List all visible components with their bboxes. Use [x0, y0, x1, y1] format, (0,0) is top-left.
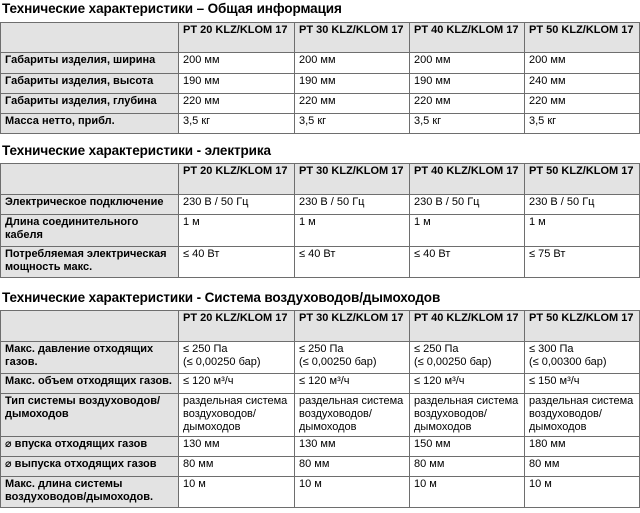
cell-value: 180 мм [525, 437, 640, 457]
model-header: PT 40 KLZ/KLOM 17 [410, 164, 525, 195]
table-header-row [1, 164, 640, 195]
table-row [1, 94, 640, 114]
cell-value: 1 м [525, 215, 640, 247]
section-title-flue-system: Технические характеристики - Система воздуховодов/дымоходов [2, 290, 441, 305]
model-header: PT 20 KLZ/KLOM 17 [179, 23, 295, 53]
model-header: PT 50 KLZ/KLOM 17 [525, 23, 640, 53]
cell-value: 10 м [295, 477, 410, 508]
cell-value: 230 В / 50 Гц [179, 195, 295, 215]
cell-value: 3,5 кг [179, 114, 295, 134]
row-label: Макс. объем отходящих газов. [1, 374, 179, 394]
cell-value: 80 мм [410, 457, 525, 477]
cell-value: 230 В / 50 Гц [410, 195, 525, 215]
table-electrical [0, 163, 640, 278]
table-header-row [1, 23, 640, 53]
cell-value: 200 мм [410, 53, 525, 74]
cell-value: ≤ 40 Вт [295, 247, 410, 278]
model-header: PT 20 KLZ/KLOM 17 [179, 311, 295, 342]
cell-value: ≤ 150 м³/ч [525, 374, 640, 394]
cell-value: ≤ 120 м³/ч [410, 374, 525, 394]
table-row [1, 457, 640, 477]
cell-value: раздельная система воздуховодов/дымоходов [295, 394, 410, 437]
cell-value: 220 мм [525, 94, 640, 114]
cell-value: 220 мм [295, 94, 410, 114]
row-label: Габариты изделия, ширина [1, 53, 179, 74]
cell-value: 3,5 кг [525, 114, 640, 134]
cell-value: раздельная система воздуховодов/дымоходов [410, 394, 525, 437]
cell-value: 130 мм [295, 437, 410, 457]
model-header: PT 30 KLZ/KLOM 17 [295, 311, 410, 342]
row-label: Макс. давление отходящих газов. [1, 342, 179, 374]
table-row [1, 195, 640, 215]
table-row [1, 374, 640, 394]
cell-value: ≤ 75 Вт [525, 247, 640, 278]
row-label: Габариты изделия, высота [1, 74, 179, 94]
cell-value: ≤ 300 Па (≤ 0,00300 бар) [525, 342, 640, 374]
model-header: PT 30 KLZ/KLOM 17 [295, 164, 410, 195]
header-corner [1, 311, 179, 342]
cell-value: 3,5 кг [295, 114, 410, 134]
cell-value: 80 мм [179, 457, 295, 477]
row-label: Габариты изделия, глубина [1, 94, 179, 114]
table-row [1, 394, 640, 437]
cell-value: ≤ 250 Па (≤ 0,00250 бар) [410, 342, 525, 374]
cell-value: 220 мм [179, 94, 295, 114]
model-header: PT 40 KLZ/KLOM 17 [410, 311, 525, 342]
header-corner [1, 164, 179, 195]
cell-value: ≤ 250 Па (≤ 0,00250 бар) [295, 342, 410, 374]
cell-value: ≤ 40 Вт [179, 247, 295, 278]
section-title-electrical: Технические характеристики - электрика [2, 143, 271, 158]
cell-value: 1 м [410, 215, 525, 247]
cell-value: ≤ 40 Вт [410, 247, 525, 278]
cell-value: 200 мм [295, 53, 410, 74]
row-label: Масса нетто, прибл. [1, 114, 179, 134]
table-row [1, 215, 640, 247]
model-header: PT 30 KLZ/KLOM 17 [295, 23, 410, 53]
cell-value: 1 м [295, 215, 410, 247]
cell-value: 200 мм [179, 53, 295, 74]
cell-value: раздельная система воздуховодов/дымоходов [179, 394, 295, 437]
cell-value: 230 В / 50 Гц [525, 195, 640, 215]
cell-value: 190 мм [179, 74, 295, 94]
table-row [1, 53, 640, 74]
table-row [1, 114, 640, 134]
cell-value: 190 мм [295, 74, 410, 94]
row-label: Тип системы воздуховодов/дымоходов [1, 394, 179, 437]
cell-value: 240 мм [525, 74, 640, 94]
cell-value: 150 мм [410, 437, 525, 457]
table-row [1, 74, 640, 94]
row-label: Длина соединительного кабеля [1, 215, 179, 247]
cell-value: ≤ 120 м³/ч [179, 374, 295, 394]
cell-value: 130 мм [179, 437, 295, 457]
section-title-general: Технические характеристики – Общая информация [2, 1, 342, 16]
table-row [1, 477, 640, 508]
header-corner [1, 23, 179, 53]
cell-value: 200 мм [525, 53, 640, 74]
model-header: PT 20 KLZ/KLOM 17 [179, 164, 295, 195]
model-header: PT 50 KLZ/KLOM 17 [525, 311, 640, 342]
row-label: Макс. длина системы воздуховодов/дымоходов. [1, 477, 179, 508]
table-general [0, 22, 640, 134]
cell-value: 10 м [179, 477, 295, 508]
row-label: ⌀ выпуска отходящих газов [1, 457, 179, 477]
row-label: Потребляемая электрическая мощность макс. [1, 247, 179, 278]
table-flue-system [0, 310, 640, 508]
row-label: ⌀ впуска отходящих газов [1, 437, 179, 457]
cell-value: раздельная система воздуховодов/дымоходов [525, 394, 640, 437]
cell-value: 10 м [525, 477, 640, 508]
cell-value: ≤ 250 Па (≤ 0,00250 бар) [179, 342, 295, 374]
row-label: Электрическое подключение [1, 195, 179, 215]
table-row [1, 342, 640, 374]
cell-value: ≤ 120 м³/ч [295, 374, 410, 394]
cell-value: 10 м [410, 477, 525, 508]
cell-value: 230 В / 50 Гц [295, 195, 410, 215]
table-header-row [1, 311, 640, 342]
table-row [1, 247, 640, 278]
cell-value: 220 мм [410, 94, 525, 114]
model-header: PT 50 KLZ/KLOM 17 [525, 164, 640, 195]
cell-value: 190 мм [410, 74, 525, 94]
cell-value: 3,5 кг [410, 114, 525, 134]
cell-value: 80 мм [295, 457, 410, 477]
model-header: PT 40 KLZ/KLOM 17 [410, 23, 525, 53]
cell-value: 80 мм [525, 457, 640, 477]
cell-value: 1 м [179, 215, 295, 247]
table-row [1, 437, 640, 457]
